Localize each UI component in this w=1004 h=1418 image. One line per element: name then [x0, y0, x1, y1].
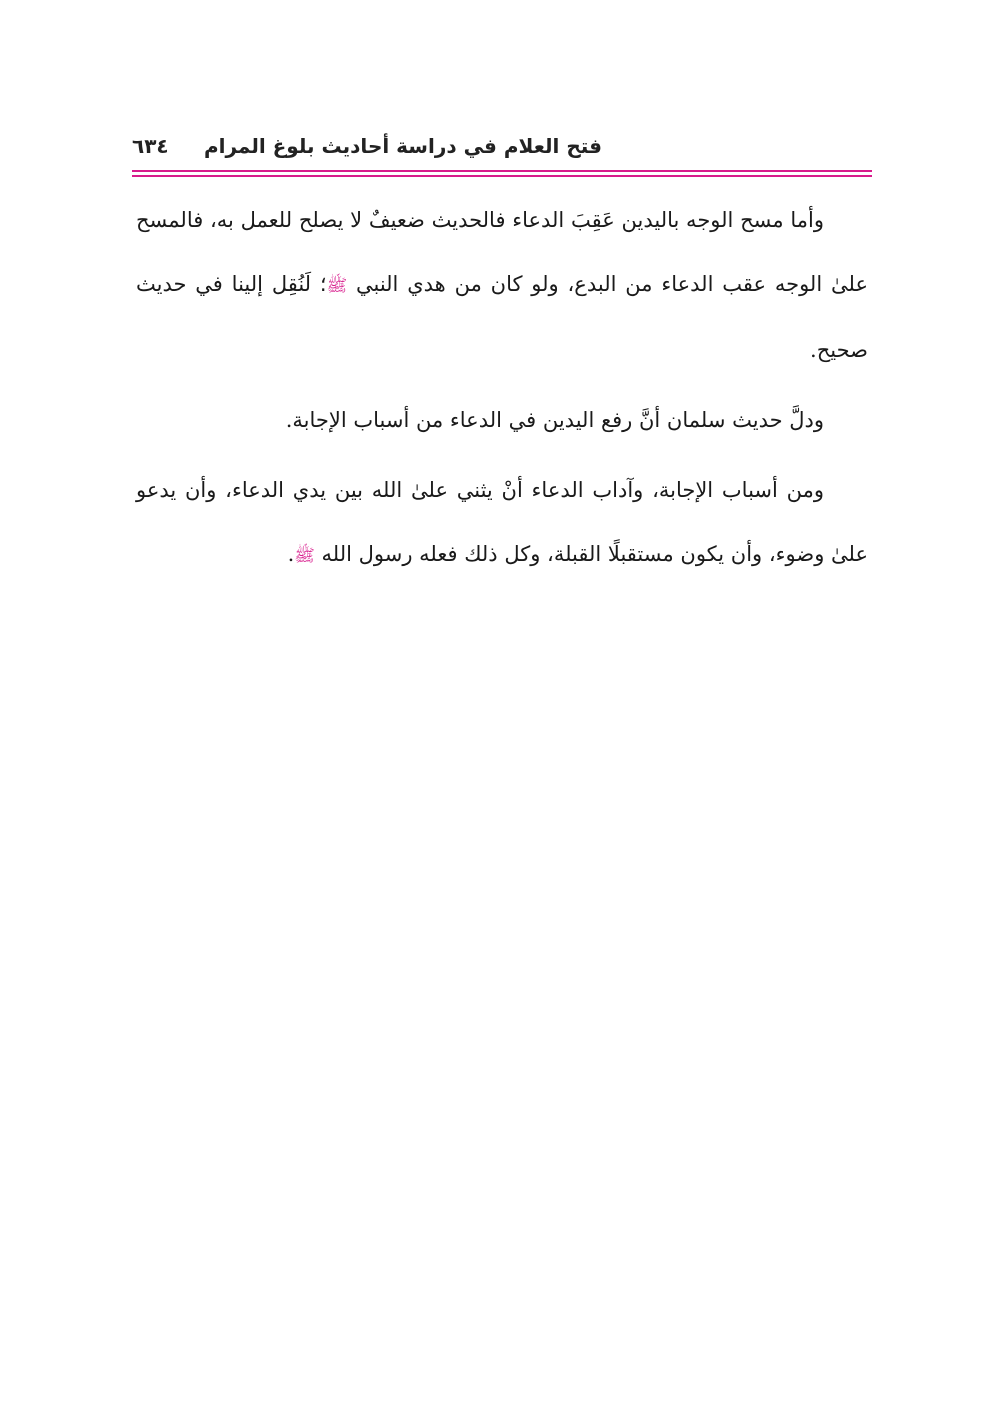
- paragraph-3: [136, 458, 868, 588]
- page-number: ٦٣٤: [132, 134, 169, 158]
- header-divider-top: [132, 170, 872, 172]
- paragraph-1-text-a: وأما مسح الوجه باليدين عَقِبَ الدعاء فالحديث ضعيفٌ لا يصلح للعمل به، فالمسح علىٰ الوجه عقب الدعاء من البدع، ولو كان من هدي النبي: [136, 208, 868, 296]
- salutation-icon: ﷺ: [294, 546, 315, 566]
- book-title: فتح العلام في دراسة أحاديث بلوغ المرام: [203, 134, 602, 158]
- header-divider-bottom: [132, 175, 872, 177]
- paragraph-1-text-b: ؛ لَنُقِل إلينا في حديث صحيح.: [136, 272, 868, 362]
- running-header: [132, 128, 872, 168]
- paragraph-2-text: ودلَّ حديث سلمان أنَّ رفع اليدين في الدعاء من أسباب الإجابة.: [285, 408, 824, 432]
- paragraph-3-text-b: .: [287, 542, 295, 566]
- paragraph-2: [136, 388, 868, 452]
- paragraph-1: [136, 188, 868, 382]
- salutation-icon: ﷺ: [326, 276, 348, 296]
- body-text: [136, 188, 868, 588]
- paragraph-3-text-a: ومن أسباب الإجابة، وآداب الدعاء أنْ يثني علىٰ الله بين يدي الدعاء، وأن يدعو علىٰ وضوء، وأن يكون مستقبلًا القبلة، وكل ذلك فعله رسول الله: [136, 478, 868, 566]
